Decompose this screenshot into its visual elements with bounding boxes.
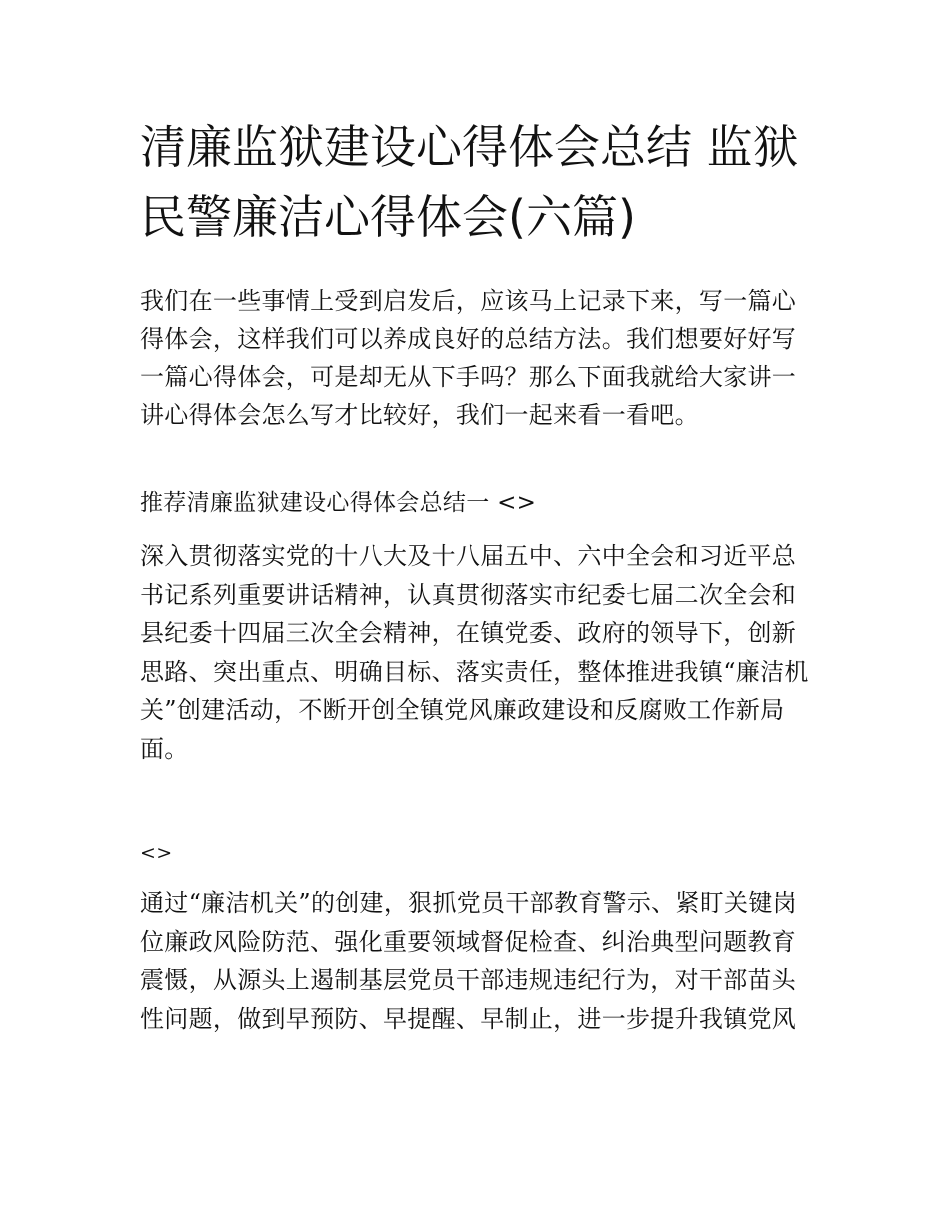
intro-paragraph: 我们在一些事情上受到启发后，应该马上记录下来，写一篇心得体会，这样我们可以养成良好的总结方法。我们想要好好写一篇心得体会，可是却无从下手吗？那么下面我就给大家讲一讲心得体会怎么写才比较好，我们一起来看一看吧。 (140, 287, 797, 429)
paragraph-two: 通过“廉洁机关”的创建，狠抓党员干部教育警示、紧盯关键岗位廉政风险防范、强化重要领域督促检查、纠治典型问题教育震慑，从源头上遏制基层党员干部违规违纪行为，对干部苗头性问题，做到早预防、早提醒、早制止，进一步提升我镇党风 (140, 889, 797, 1033)
separator-marker: <> (140, 842, 173, 864)
document-title: 清廉监狱建设心得体会总结 监狱民警廉洁心得体会(六篇) (140, 120, 799, 244)
paragraph-one: 深入贯彻落实党的十八大及十八届五中、六中全会和习近平总书记系列重要讲话精神，认真贯彻落实市纪委七届二次全会和县纪委十四届三次全会精神，在镇党委、政府的领导下，创新思路、突出重点、明确目标、落实责任，整体推进我镇“廉洁机关”创建活动，不断开创全镇党风廉政建设和反腐败工作新局面。 (140, 542, 809, 763)
section-heading-one: 推荐清廉监狱建设心得体会总结一 <> (140, 490, 537, 516)
